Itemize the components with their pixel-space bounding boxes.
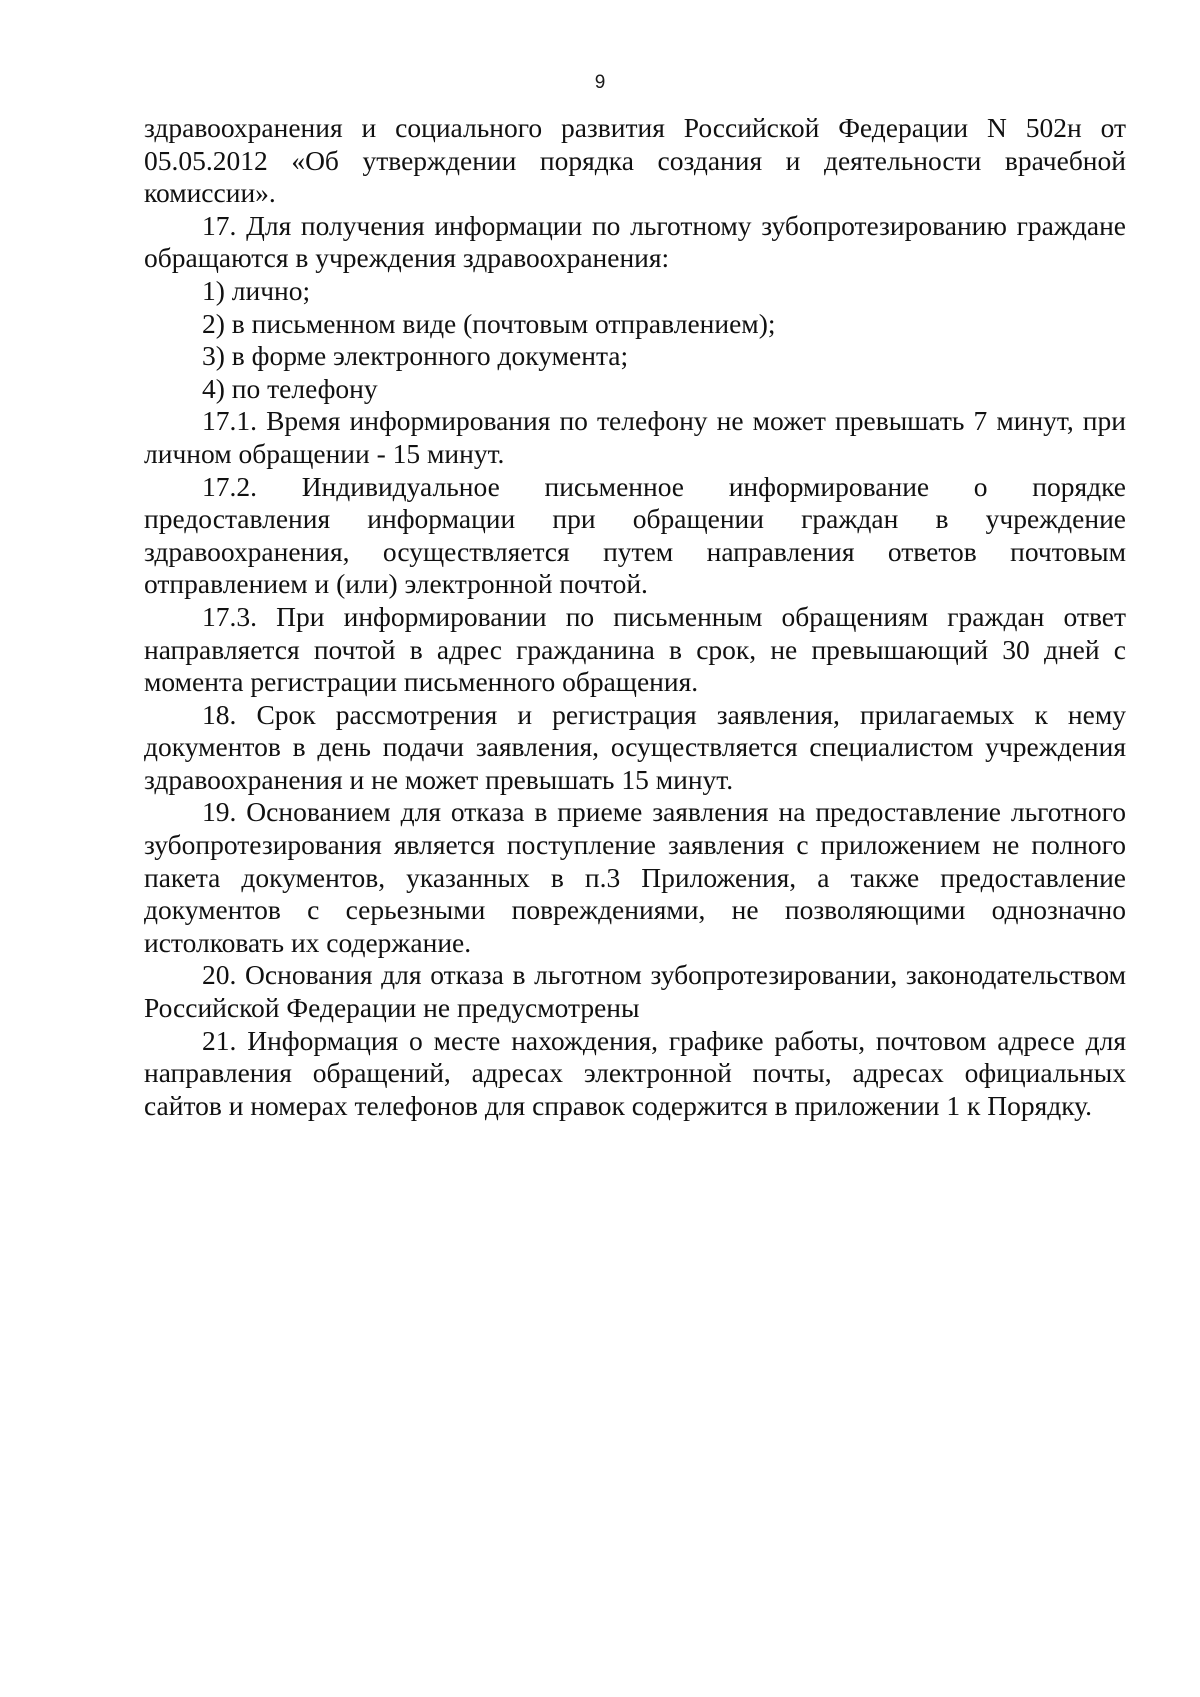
list-item-3: 3) в форме электронного документа;	[202, 340, 629, 372]
paragraph-18: 18. Срок рассмотрения и регистрация заявления, прилагаемых к нему документов в день подачи заявления, осуществляется специалистом учреждения здравоохранения и не может превышать 15 минут.	[144, 698, 1126, 795]
paragraph-continuation: здравоохранения и социального развития Российской Федерации N 502н от 05.05.2012 «Об утверждении порядка создания и деятельности врачебной комиссии».	[144, 112, 1126, 209]
paragraph-21: 21. Информация о месте нахождения, графике работы, почтовом адресе для направления обращений, адресах электронной почты, адресах официальных сайтов и номерах телефонов для справок содержится в приложении 1 к Порядку.	[144, 1024, 1126, 1121]
page-number: 9	[594, 72, 606, 93]
list-item-4: 4) по телефону	[202, 372, 378, 404]
paragraph-17-3: 17.3. При информировании по письменным обращениям граждан ответ направляется почтой в адрес гражданина в срок, не превышающий 30 дней с момента регистрации письменного обращения.	[144, 600, 1126, 698]
paragraph-17-1: 17.1. Время информирования по телефону не может превышать 7 минут, при личном обращении - 15 минут.	[144, 405, 1126, 469]
list-item-1: 1) лично;	[202, 274, 311, 306]
document-body	[144, 112, 1126, 1122]
paragraph-20: 20. Основания для отказа в льготном зубопротезировании, законодательством Российской Федерации не предусмотрены	[144, 959, 1126, 1024]
list-item-2: 2) в письменном виде (почтовым отправлением);	[202, 307, 776, 339]
paragraph-17: 17. Для получения информации по льготному зубопротезированию граждане обращаются в учреждения здравоохранения:	[144, 209, 1126, 274]
paragraph-19: 19. Основанием для отказа в приеме заявления на предоставление льготного зубопротезирования является поступление заявления с приложением не полного пакета документов, указанных в п.3 Приложения, а также предоставление документов с серьезными повреждениями, не позволяющими однозначно истолковать их содержание.	[144, 796, 1126, 958]
paragraph-17-2: 17.2. Индивидуальное письменное информирование о порядке предоставления информации при обращении граждан в учреждение здравоохранения, осуществляется путем направления ответов почтовым отправлением и (или) электронной почтой.	[144, 470, 1126, 600]
